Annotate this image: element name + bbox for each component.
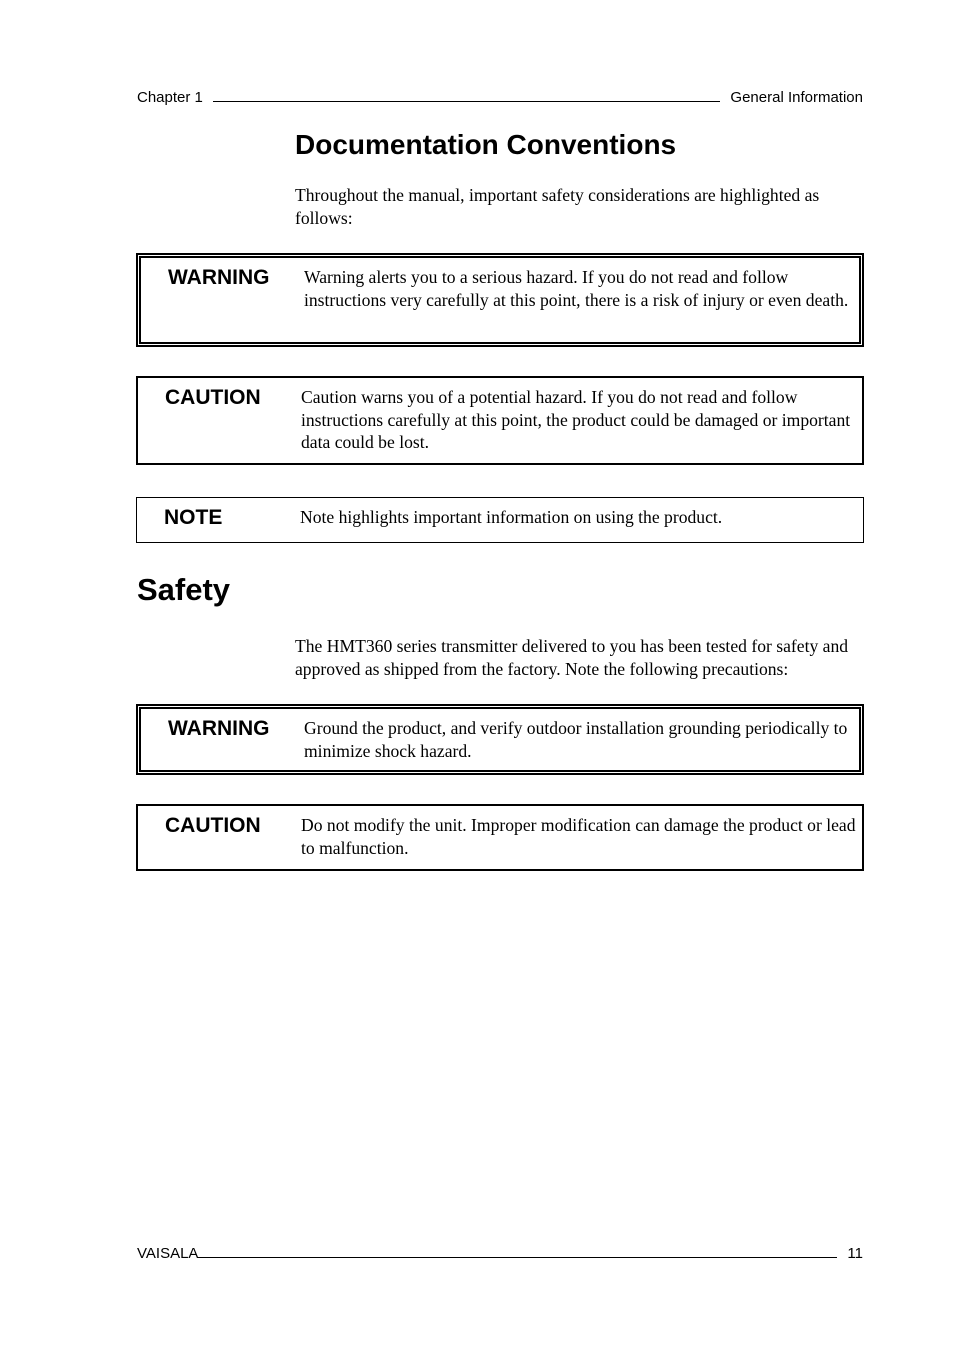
conventions-intro: Throughout the manual, important safety considerations are highlighted as follows: xyxy=(295,185,820,228)
section-title-conventions: Documentation Conventions xyxy=(295,129,677,160)
header-rule xyxy=(213,101,721,102)
notice-label: WARNING xyxy=(168,717,270,740)
warning-notice-box xyxy=(136,704,864,775)
notice-text: Caution warns you of a potential hazard. If you do not read and follow instructions carefully at this point, the product could be damaged or important data could be lost. xyxy=(301,387,851,452)
footer-company: VAISALA xyxy=(137,1245,199,1262)
notice-label: CAUTION xyxy=(165,814,261,837)
safety-intro: The HMT360 series transmitter delivered to you has been tested for safety and approved as shipped from the factory. Note the following precautions: xyxy=(295,636,849,679)
caution-notice-box xyxy=(136,804,864,871)
notice-label: NOTE xyxy=(164,506,223,529)
section-title-safety: Safety xyxy=(137,572,231,607)
notice-text: Do not modify the unit. Improper modification can damage the product or lead to malfunction. xyxy=(301,815,856,858)
notice-label: WARNING xyxy=(168,266,270,289)
note-notice-box xyxy=(136,497,864,543)
notice-label: CAUTION xyxy=(165,386,261,409)
notice-text: Note highlights important information on using the product. xyxy=(300,507,723,527)
page-number: 11 xyxy=(847,1245,863,1262)
header-section: General Information xyxy=(730,89,863,106)
page-header xyxy=(137,86,863,106)
notice-text: Ground the product, and verify outdoor installation grounding periodically to minimize shock hazard. xyxy=(304,718,848,761)
header-chapter: Chapter 1 xyxy=(137,89,203,106)
caution-notice-box xyxy=(136,376,864,465)
notice-text: Warning alerts you to a serious hazard. If you do not read and follow instructions very carefully at this point, there is a risk of injury or even death. xyxy=(304,267,849,310)
warning-notice-box xyxy=(136,253,864,347)
page-footer xyxy=(137,1242,863,1262)
footer-rule xyxy=(198,1257,837,1258)
